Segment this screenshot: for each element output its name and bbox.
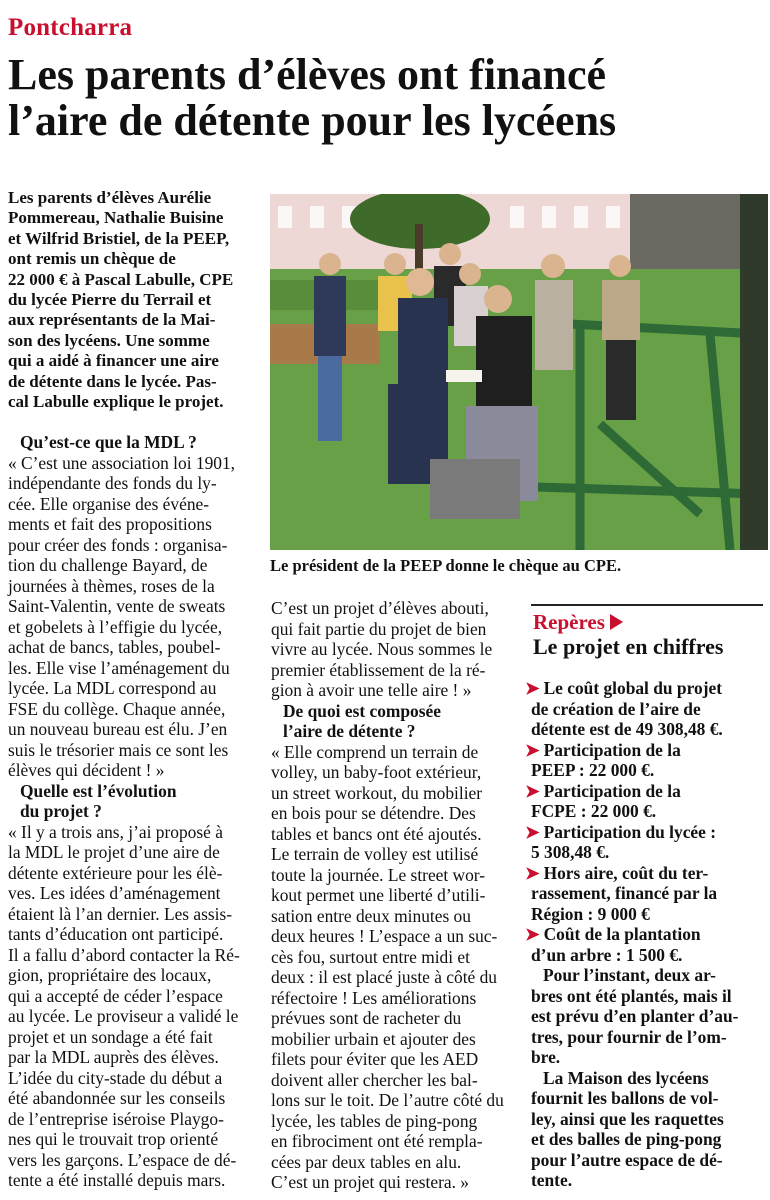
text-line (531, 1027, 763, 1048)
text-line-content: un street workout, du mobilier (271, 782, 483, 803)
text-line-content: gion, propriétaire des locaux, (8, 965, 212, 985)
text-line (531, 699, 763, 720)
text-line-content: tres, pour fournir de l’om- (531, 1026, 727, 1047)
text-line (8, 637, 260, 658)
text-line (8, 658, 260, 679)
lead-line: et Wilfrid Bristiel, de la PEEP, (8, 228, 230, 248)
body-column-1 (8, 432, 260, 1191)
text-line-content: Qu’est-ce que la MDL ? (20, 432, 197, 452)
text-line (271, 803, 514, 824)
text-line-content: Le terrain de volley est utilisé (271, 844, 479, 864)
text-line-content: nes qui le trouvait trop orienté (8, 1129, 219, 1149)
question-heading (8, 781, 260, 802)
text-line (271, 598, 514, 619)
text-line-content: achat de bancs, tables, poubel- (8, 637, 221, 657)
text-line-content: rassement, financé par la (531, 883, 718, 903)
text-line (8, 719, 260, 740)
text-line-content: vers les garçons. L’espace de dé- (8, 1149, 237, 1170)
figures-box (525, 678, 763, 1191)
text-line-content: en fibrociment ont été rempla- (271, 1131, 483, 1151)
photo-caption: Le président de la PEEP donne le chèque au CPE. (270, 556, 622, 575)
text-line-content: Pour l’instant, deux ar- (543, 965, 716, 985)
text-line-content: indépendante des fonds du ly- (8, 473, 217, 493)
text-line-content: Quelle est l’évolution (20, 780, 177, 801)
text-line-content: est prévu d’en planter d’au- (531, 1006, 739, 1026)
lead-line: qui a aidé à financer une aire (8, 351, 219, 371)
question-heading (8, 432, 260, 453)
text-line-content: PEEP : 22 000 €. (531, 760, 655, 780)
lead-line: de détente dans le lycée. Pas- (8, 371, 217, 391)
text-line-content: cées par deux tables en alu. (271, 1151, 462, 1172)
lead-line: son des lycéens. Une somme (8, 330, 210, 350)
question-heading (271, 701, 514, 722)
text-line-content: en bois pour se détendre. Des (271, 803, 476, 823)
text-line-content: premier établissement de la ré- (271, 659, 486, 680)
bullet-arrow-icon: ➤ (525, 739, 540, 760)
box-kicker-text: Repères (533, 610, 605, 634)
text-line-content: fournit les ballons de vol- (531, 1088, 719, 1108)
text-line (271, 906, 514, 927)
text-line-content: et des balles de ping-pong (531, 1129, 722, 1149)
text-line-content: tables et bancs ont été ajoutés. (271, 823, 482, 844)
text-line (8, 1129, 260, 1150)
text-line-content: Il a fallu d’abord contacter la Ré- (8, 944, 240, 965)
text-line-content: Le coût global du projet (543, 678, 723, 698)
text-line-content: tants d’éducation ont participé. (8, 924, 224, 944)
article-photo (270, 194, 768, 550)
text-line-content: doivent aller chercher les bal- (271, 1069, 478, 1090)
text-line-content: ley, ainsi que les raquettes (531, 1108, 724, 1129)
rubric-location: Pontcharra (8, 14, 133, 41)
text-line-content: tente a été installé depuis mars. (8, 1170, 226, 1190)
text-line (525, 781, 763, 802)
text-line (8, 760, 260, 781)
text-line (271, 680, 514, 701)
text-line-content: FCPE : 22 000 €. (531, 801, 657, 821)
text-line-content: C’est un projet d’élèves abouti, (271, 598, 489, 618)
text-line (271, 619, 514, 640)
text-line-content: lons sur le toit. De l’autre côté du (271, 1090, 504, 1110)
text-line-content: Participation du lycée : (543, 821, 717, 842)
text-line-content: deux : il est placé juste à côté du (271, 967, 498, 987)
text-line (531, 1129, 763, 1150)
text-line-content: bres ont été plantés, mais il (531, 985, 732, 1006)
text-line-content: un nouveau bureau est élu. J’en (8, 719, 228, 739)
text-line-content: réfectoire ! Les améliorations (271, 987, 477, 1008)
bullet-arrow-icon: ➤ (525, 780, 540, 801)
text-line (8, 924, 260, 945)
text-line (531, 1088, 763, 1109)
lead-line: cal Labulle explique le projet. (8, 392, 224, 412)
text-line (8, 945, 260, 966)
lead-line: ont remis un chèque de (8, 249, 176, 269)
text-line-content: qui fait partie du projet de bien (271, 618, 487, 639)
text-line-content: du projet ? (20, 801, 102, 821)
text-line (531, 1170, 763, 1191)
headline-line: Les parents d’élèves ont financé (8, 50, 607, 99)
text-line-content: Participation de la (543, 780, 681, 801)
text-line (525, 678, 763, 699)
text-line-content: de l’entreprise iséroise Playgo- (8, 1108, 224, 1129)
text-line (271, 865, 514, 886)
text-line (8, 699, 260, 720)
text-line-content: de création de l’aire de (531, 698, 701, 719)
text-line (271, 988, 514, 1009)
text-line (525, 863, 763, 884)
text-line (8, 822, 260, 843)
text-line-content: suis le trésorier mais ce sont les (8, 739, 229, 760)
text-line (8, 535, 260, 556)
lead-line: Les parents d’élèves Aurélie (8, 188, 212, 207)
text-line (271, 1111, 514, 1132)
text-line (271, 926, 514, 947)
text-line-content: deux heures ! L’espace a un suc- (271, 926, 498, 946)
text-line-content: élèves qui décident ! » (8, 760, 165, 780)
lead-line: 22 000 € à Pascal Labulle, CPE (8, 269, 234, 289)
bullet-arrow-icon: ➤ (525, 924, 540, 944)
text-line (271, 1090, 514, 1111)
text-line-content: pour l’autre espace de dé- (531, 1149, 723, 1170)
text-line (8, 1088, 260, 1109)
text-line (271, 742, 514, 763)
text-line (531, 904, 763, 925)
text-line (8, 1047, 260, 1068)
text-line (271, 1172, 514, 1193)
text-line-content: projet et un sondage a été fait (8, 1026, 213, 1047)
text-line-content: la MDL le projet d’une aire de (8, 842, 220, 862)
kicker-arrow-icon (610, 614, 623, 630)
text-line (8, 1068, 260, 1089)
text-line (271, 1049, 514, 1070)
text-line (271, 783, 514, 804)
box-kicker (533, 610, 623, 635)
text-line-content: qui a accepté de céder l’espace (8, 985, 223, 1006)
text-line-content: tente. (531, 1170, 573, 1190)
box-title: Le projet en chiffres (533, 634, 724, 659)
text-line (271, 1131, 514, 1152)
lead-line: aux représentants de la Mai- (8, 310, 216, 330)
text-line (8, 555, 260, 576)
text-line (8, 473, 260, 494)
text-line (271, 947, 514, 968)
lead-line: Pommereau, Nathalie Buisine (8, 208, 224, 228)
text-line (531, 760, 763, 781)
text-line-content: l’aire de détente ? (283, 721, 416, 741)
text-line-content: les. Elle vise l’aménagement du (8, 657, 230, 678)
text-line (8, 1006, 260, 1027)
text-line (271, 1070, 514, 1091)
text-line (531, 842, 763, 863)
text-line-content: Hors aire, coût du ter- (543, 862, 709, 883)
text-line-content: Saint-Valentin, vente de sweats (8, 596, 226, 616)
photo-illustration (270, 194, 768, 550)
text-line-content: vivre au lycée. Nous sommes le (271, 639, 493, 659)
text-line (8, 494, 260, 515)
text-line-content: Région : 9 000 € (531, 903, 650, 924)
text-line (8, 617, 260, 638)
text-line (271, 885, 514, 906)
text-line (531, 801, 763, 822)
box-top-rule (531, 604, 763, 606)
text-line-content: volley, un baby-foot extérieur, (271, 762, 482, 782)
text-line (531, 1006, 763, 1027)
text-line-content: lycée. La MDL correspond au (8, 678, 217, 698)
text-line-content: été abandonnée sur les conseils (8, 1088, 226, 1108)
text-line (525, 740, 763, 761)
lead-line: du lycée Pierre du Terrail et (8, 290, 212, 310)
text-line (531, 945, 763, 966)
text-line-content: détente est de 49 308,48 €. (531, 719, 723, 739)
text-line (271, 844, 514, 865)
text-line (8, 842, 260, 863)
text-line (531, 965, 763, 986)
text-line (271, 1008, 514, 1029)
question-heading (271, 721, 514, 742)
text-line (525, 924, 763, 945)
text-line-content: cès fou, surtout entre midi et (271, 946, 470, 967)
text-line (8, 883, 260, 904)
text-line (271, 824, 514, 845)
text-line (271, 1152, 514, 1173)
text-line-content: étaient là l’an dernier. Les assis- (8, 903, 233, 924)
lead-paragraph (8, 188, 260, 412)
text-line (531, 1047, 763, 1068)
text-line (525, 822, 763, 843)
text-line-content: bre. (531, 1047, 561, 1067)
bullet-arrow-icon: ➤ (525, 862, 540, 883)
text-line-content: kout permet une liberté d’utili- (271, 885, 486, 905)
text-line-content: toute la journée. Le street wor- (271, 864, 486, 885)
text-line-content: ves. Les idées d’aménagement (8, 883, 221, 903)
text-line-content: La Maison des lycéens (543, 1067, 709, 1088)
text-line-content: sation entre deux minutes ou (271, 905, 471, 926)
text-line (531, 1150, 763, 1171)
text-line (8, 904, 260, 925)
text-line-content: gion à avoir une telle aire ! » (271, 680, 472, 700)
text-line (8, 1109, 260, 1130)
text-line (8, 863, 260, 884)
text-line-content: « Il y a trois ans, j’ai proposé à (8, 821, 223, 842)
body-column-2 (271, 598, 514, 1193)
text-line-content: Coût de la plantation (543, 924, 701, 944)
text-line-content: au lycée. Le proviseur a validé le (8, 1006, 239, 1026)
text-line (8, 596, 260, 617)
text-line (8, 965, 260, 986)
text-line-content: par la MDL auprès des élèves. (8, 1047, 219, 1067)
text-line (8, 1150, 260, 1171)
text-line-content: tion du challenge Bayard, de (8, 555, 208, 575)
text-line-content: lycée, les tables de ping-pong (271, 1110, 478, 1131)
text-line-content: pour créer des fonds : organisa- (8, 534, 228, 555)
text-line (271, 639, 514, 660)
text-line (8, 576, 260, 597)
text-line (8, 1027, 260, 1048)
text-line-content: FSE du collège. Chaque année, (8, 698, 226, 719)
text-line-content: cée. Elle organise des événe- (8, 493, 210, 514)
text-line-content: journées à thèmes, roses de la (8, 575, 215, 596)
text-line-content: prévues sont de racheter du (271, 1008, 462, 1028)
bullet-arrow-icon: ➤ (525, 678, 540, 698)
text-line (8, 986, 260, 1007)
text-line-content: d’un arbre : 1 500 €. (531, 944, 683, 965)
text-line-content: L’idée du city-stade du début a (8, 1067, 223, 1088)
text-line-content: « C’est une association loi 1901, (8, 452, 236, 473)
text-line (531, 883, 763, 904)
text-line (271, 762, 514, 783)
text-line-content: C’est un projet qui restera. » (271, 1172, 470, 1192)
text-line (8, 678, 260, 699)
text-line (8, 1170, 260, 1191)
headline (8, 52, 768, 144)
text-line-content: « Elle comprend un terrain de (271, 741, 479, 762)
question-heading (8, 801, 260, 822)
text-line-content: et gobelets à l’effigie du lycée, (8, 616, 223, 637)
text-line (531, 986, 763, 1007)
text-line (271, 1029, 514, 1050)
text-line (271, 660, 514, 681)
bullet-arrow-icon: ➤ (525, 821, 540, 842)
text-line (8, 453, 260, 474)
text-line-content: Participation de la (543, 739, 681, 760)
text-line (531, 719, 763, 740)
text-line-content: ments et fait des propositions (8, 514, 212, 534)
text-line-content: filets pour éviter que les AED (271, 1049, 479, 1069)
text-line (271, 967, 514, 988)
text-line (8, 514, 260, 535)
text-line (531, 1068, 763, 1089)
headline-line: l’aire de détente pour les lycéens (8, 96, 617, 145)
text-line-content: mobilier urbain et ajouter des (271, 1028, 476, 1049)
text-line (8, 740, 260, 761)
text-line-content: 5 308,48 €. (531, 842, 610, 862)
text-line-content: De quoi est composée (283, 700, 441, 721)
text-line-content: détente extérieure pour les élè- (8, 862, 223, 883)
text-line (531, 1109, 763, 1130)
